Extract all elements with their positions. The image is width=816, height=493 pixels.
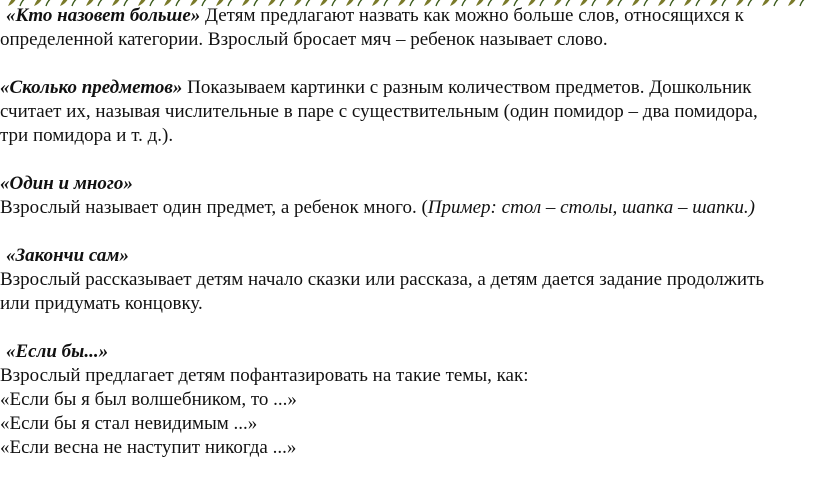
example-text: Пример: стол – столы, шапка – шапки.): [427, 197, 756, 218]
list-item: «Если весна не наступит никогда ...»: [0, 437, 297, 458]
game-title: «Кто назовет больше»: [6, 5, 201, 26]
paragraph-text: Показываем картинки с разным количеством предметов. Дошкольник: [182, 77, 752, 98]
paragraph-line: или придумать концовку.: [0, 293, 203, 314]
paragraph-text: Детям предлагают назвать как можно больше слов, относящихся к: [200, 5, 744, 26]
game-title: «Сколько предметов»: [0, 77, 183, 98]
paragraph-line: считает их, называя числительные в паре с существительным (один помидор – два помидора,: [0, 101, 758, 122]
game-title: «Если бы...»: [6, 341, 109, 362]
paragraph-line: Взрослый предлагает детям пофантазировать на такие темы, как:: [0, 365, 529, 386]
paragraph-line: Взрослый рассказывает детям начало сказки или рассказа, а детям дается задание продолжить: [0, 269, 765, 290]
paragraph-odin-i-mnogo: [0, 196, 816, 220]
paragraph-skolko-predmetov: [0, 76, 816, 100]
document-body: [0, 4, 816, 460]
paragraph-line: три помидора и т. д.).: [0, 125, 174, 146]
game-title: «Закончи сам»: [6, 245, 129, 266]
game-title: «Один и много»: [0, 173, 133, 194]
paragraph-kto-nazovet: [0, 4, 816, 28]
paragraph-line: определенной категории. Взрослый бросает мяч – ребенок называет слово.: [0, 29, 608, 50]
list-item: «Если бы я стал невидимым ...»: [0, 413, 258, 434]
list-item: «Если бы я был волшебником, то ...»: [0, 389, 297, 410]
paragraph-text: Взрослый называет один предмет, а ребенок много. (: [0, 197, 428, 218]
